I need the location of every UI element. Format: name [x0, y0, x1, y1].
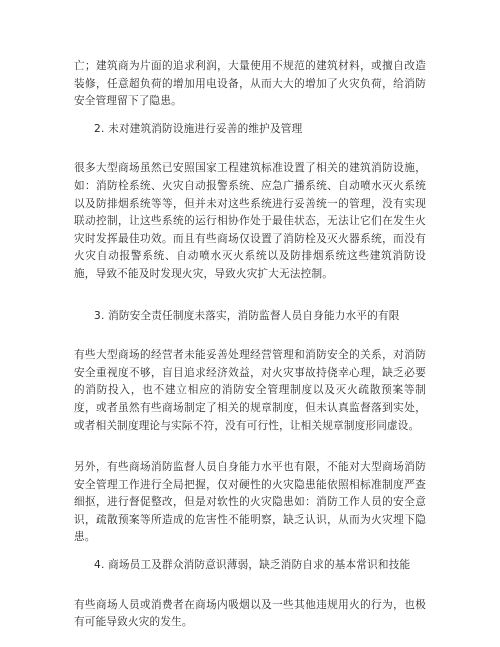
body-paragraph: 另外，有些商场消防监督人员自身能力水平也有限，不能对大型商场消防安全管理工作进行全局把握，仅对硬性的火灾隐患能依照相标准制度严查细抠，进行督促整改，但是对软性的火灾隐患如：消防工作人员的安全意识，疏散预案等所造成的危害性不能明察，缺乏认识，从而为火灾埋下隐患。	[74, 461, 426, 544]
body-paragraph: 有些商场人员或消费者在商场内吸烟以及一些其他违规用火的行为，也极有可能导致火灾的发生。	[74, 598, 426, 629]
body-paragraph: 亡；建筑商为片面的追求利润，大量使用不规范的建筑材料，或擅自改造装修，任意超负荷的增加用电设备，从而大大的增加了火灾负荷，给消防安全管理留下了隐患。	[74, 60, 426, 108]
body-paragraph: 有些大型商场的经营者未能妥善处理经营管理和消防安全的关系，对消防安全重视度不够，盲目追求经济效益，对火灾事故持侥幸心理，缺乏必要的消防投入，也不建立相应的消防安全管理制度以及灭火疏散预案等制度，或者虽然有些商场制定了相关的规章制度，但未认真监督落到实处，或者相关制度理论与实际不符，没有可行性，让相关规章制度形同虚设。	[74, 349, 426, 432]
section-heading: 3. 消防安全责任制度未落实，消防监督人员自身能力水平的有限	[94, 309, 400, 322]
section-heading: 4. 商场员工及群众消防意识薄弱，缺乏消防自求的基本常识和技能	[94, 559, 411, 572]
body-paragraph: 很多大型商场虽然已安照国家工程建筑标准设置了相关的建筑消防设施，如：消防栓系统、火灾自动报警系统、应急广播系统、自动喷水灭火系统以及防排烟系统等等，但并未对这些系统进行妥善统一的管理，没有实现联动控制，让这些系统的运行相协作处于最佳状态，无法让它们在发生火灾时发挥最佳功效。而且有些商场仅设置了消防栓及灭火器系统，而没有火灾自动报警系统、自动喷水灭火系统以及防排烟系统这些建筑消防设施，导致不能及时发现火灾，导致火灾扩大无法控制。	[74, 162, 426, 280]
section-heading: 2. 未对建筑消防设施进行妥善的维护及管理	[94, 122, 303, 135]
document-page	[74, 58, 426, 632]
